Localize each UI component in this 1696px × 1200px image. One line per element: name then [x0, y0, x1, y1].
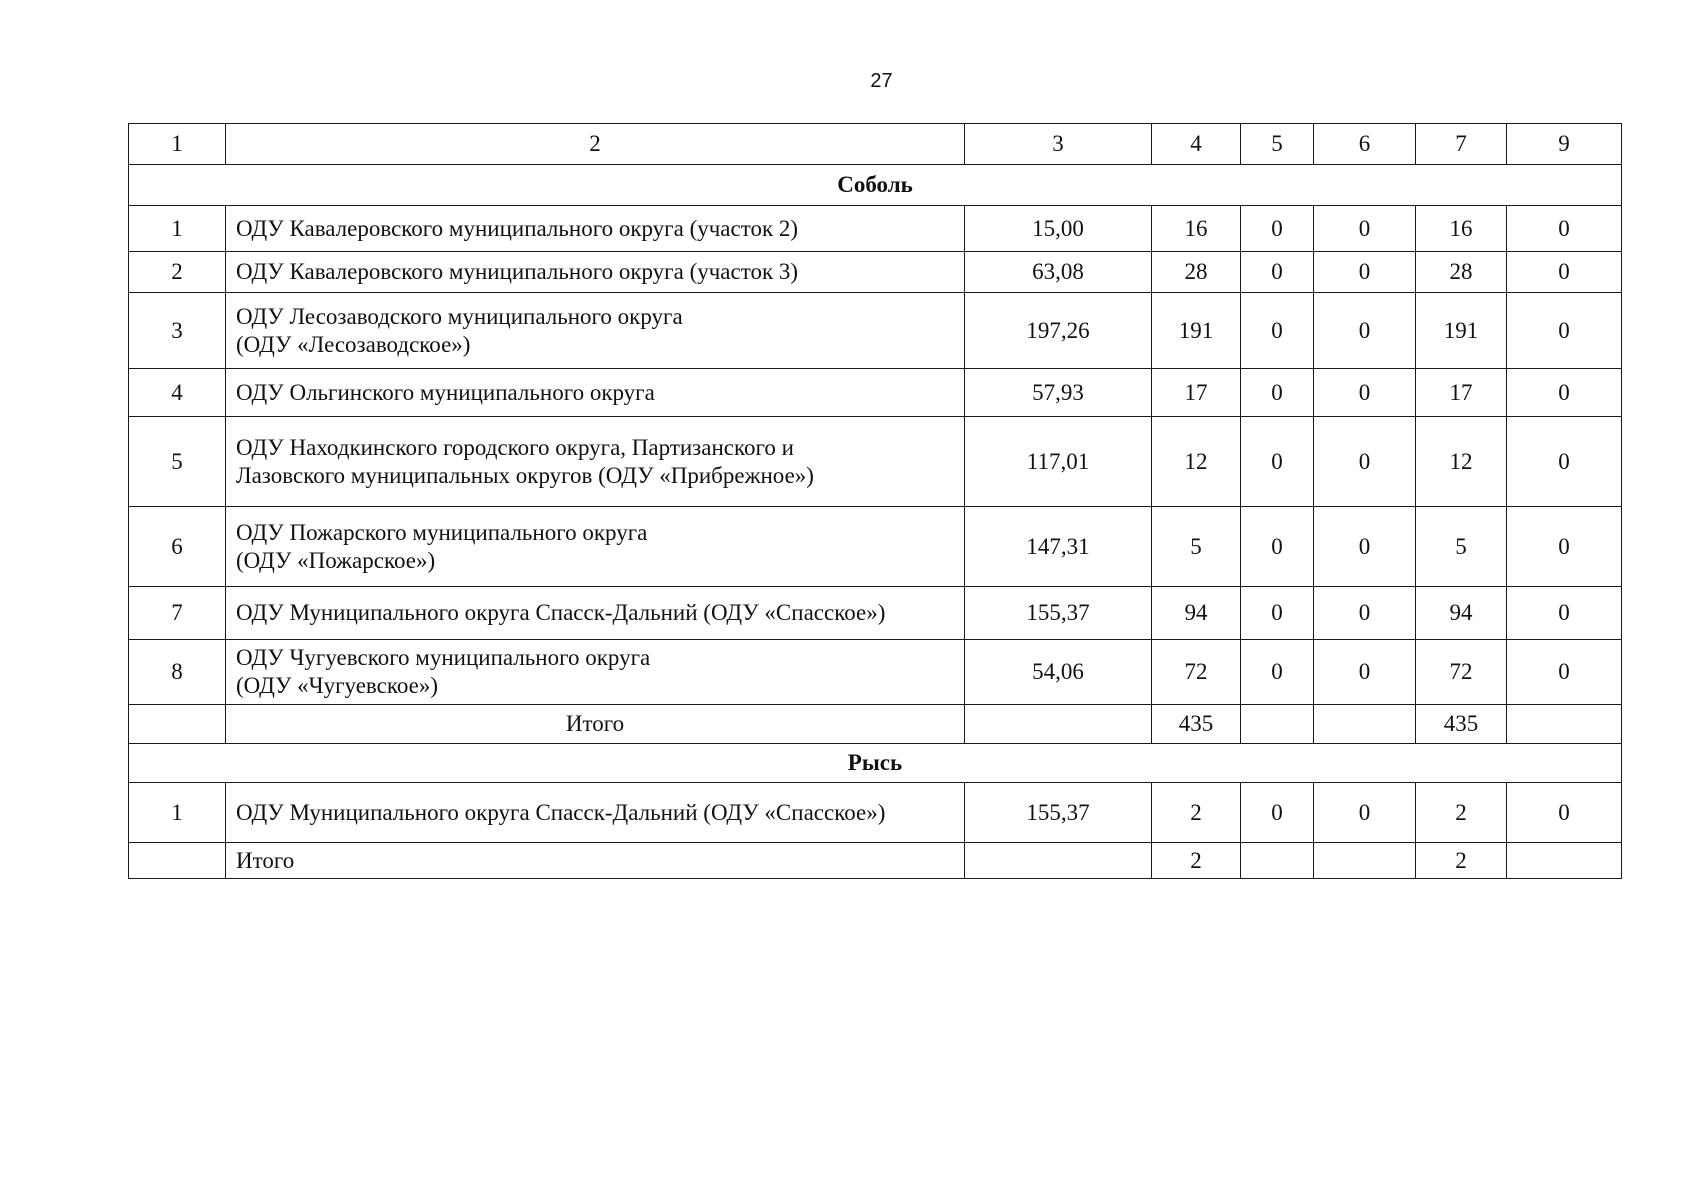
total-col4: 435	[1152, 705, 1241, 744]
table-row	[129, 640, 1622, 705]
cell-col9: 0	[1507, 507, 1622, 587]
cell-col7: 16	[1416, 206, 1507, 252]
cell-col3: 54,06	[965, 640, 1152, 705]
cell-col3: 155,37	[965, 587, 1152, 640]
quota-table	[128, 123, 1622, 879]
cell-col6: 0	[1314, 417, 1416, 507]
total-empty	[1314, 843, 1416, 879]
total-col7: 2	[1416, 843, 1507, 879]
total-empty	[965, 843, 1152, 879]
row-name: ОДУ Муниципального округа Спасск-Дальний (ОДУ «Спасское»)	[226, 783, 965, 843]
cell-col3: 57,93	[965, 369, 1152, 417]
cell-col4: 2	[1152, 783, 1241, 843]
cell-col7: 72	[1416, 640, 1507, 705]
total-col7: 435	[1416, 705, 1507, 744]
cell-col5: 0	[1241, 369, 1314, 417]
cell-col6: 0	[1314, 783, 1416, 843]
cell-col9: 0	[1507, 640, 1622, 705]
total-row	[129, 705, 1622, 744]
cell-col4: 72	[1152, 640, 1241, 705]
row-name: ОДУ Ольгинского муниципального округа	[226, 369, 965, 417]
cell-col6: 0	[1314, 293, 1416, 369]
cell-col4: 94	[1152, 587, 1241, 640]
total-row	[129, 843, 1622, 879]
table-row	[129, 417, 1622, 507]
cell-col5: 0	[1241, 417, 1314, 507]
cell-col7: 94	[1416, 587, 1507, 640]
cell-col6: 0	[1314, 640, 1416, 705]
total-empty	[1241, 843, 1314, 879]
cell-col7: 12	[1416, 417, 1507, 507]
section-header-row	[129, 744, 1622, 783]
cell-col6: 0	[1314, 587, 1416, 640]
cell-col5: 0	[1241, 206, 1314, 252]
table-row	[129, 783, 1622, 843]
row-number: 7	[129, 587, 226, 640]
row-number: 1	[129, 206, 226, 252]
header-cell: 9	[1507, 124, 1622, 165]
cell-col5: 0	[1241, 507, 1314, 587]
total-empty	[129, 705, 226, 744]
total-empty	[965, 705, 1152, 744]
table-row	[129, 507, 1622, 587]
cell-col7: 28	[1416, 252, 1507, 293]
cell-col5: 0	[1241, 293, 1314, 369]
cell-col9: 0	[1507, 252, 1622, 293]
row-number: 3	[129, 293, 226, 369]
table-row	[129, 293, 1622, 369]
cell-col7: 2	[1416, 783, 1507, 843]
cell-col5: 0	[1241, 783, 1314, 843]
header-row	[129, 124, 1622, 165]
row-number: 1	[129, 783, 226, 843]
cell-col6: 0	[1314, 206, 1416, 252]
header-cell: 4	[1152, 124, 1241, 165]
row-number: 8	[129, 640, 226, 705]
cell-col3: 147,31	[965, 507, 1152, 587]
cell-col3: 63,08	[965, 252, 1152, 293]
row-name: ОДУ Муниципального округа Спасск-Дальний (ОДУ «Спасское»)	[226, 587, 965, 640]
total-empty	[1507, 843, 1622, 879]
cell-col9: 0	[1507, 293, 1622, 369]
cell-col5: 0	[1241, 587, 1314, 640]
total-empty	[1507, 705, 1622, 744]
header-cell: 1	[129, 124, 226, 165]
total-empty	[1241, 705, 1314, 744]
row-number: 4	[129, 369, 226, 417]
cell-col9: 0	[1507, 417, 1622, 507]
cell-col3: 15,00	[965, 206, 1152, 252]
cell-col4: 16	[1152, 206, 1241, 252]
cell-col7: 191	[1416, 293, 1507, 369]
table-row	[129, 369, 1622, 417]
cell-col9: 0	[1507, 206, 1622, 252]
cell-col3: 117,01	[965, 417, 1152, 507]
cell-col5: 0	[1241, 640, 1314, 705]
row-number: 2	[129, 252, 226, 293]
cell-col9: 0	[1507, 783, 1622, 843]
cell-col5: 0	[1241, 252, 1314, 293]
header-cell: 2	[226, 124, 965, 165]
section-header-row	[129, 165, 1622, 206]
total-label: Итого	[226, 705, 965, 744]
table-row	[129, 206, 1622, 252]
row-name: ОДУ Кавалеровского муниципального округа (участок 3)	[226, 252, 965, 293]
cell-col7: 17	[1416, 369, 1507, 417]
cell-col4: 28	[1152, 252, 1241, 293]
header-cell: 6	[1314, 124, 1416, 165]
page-number: 27	[870, 70, 893, 92]
cell-col6: 0	[1314, 252, 1416, 293]
total-empty	[129, 843, 226, 879]
table-row	[129, 587, 1622, 640]
cell-col4: 12	[1152, 417, 1241, 507]
cell-col4: 17	[1152, 369, 1241, 417]
cell-col9: 0	[1507, 369, 1622, 417]
cell-col4: 191	[1152, 293, 1241, 369]
cell-col6: 0	[1314, 507, 1416, 587]
total-label: Итого	[226, 843, 965, 879]
cell-col7: 5	[1416, 507, 1507, 587]
row-number: 6	[129, 507, 226, 587]
section-title: Рысь	[129, 744, 1622, 783]
total-empty	[1314, 705, 1416, 744]
cell-col6: 0	[1314, 369, 1416, 417]
row-name: ОДУ Пожарского муниципального округа (ОДУ «Пожарское»)	[226, 507, 965, 587]
row-name: ОДУ Находкинского городского округа, Партизанского и Лазовского муниципальных округов (ОДУ «Прибрежное»)	[226, 417, 965, 507]
cell-col3: 197,26	[965, 293, 1152, 369]
cell-col9: 0	[1507, 587, 1622, 640]
cell-col4: 5	[1152, 507, 1241, 587]
row-number: 5	[129, 417, 226, 507]
header-cell: 7	[1416, 124, 1507, 165]
total-col4: 2	[1152, 843, 1241, 879]
row-name: ОДУ Кавалеровского муниципального округа (участок 2)	[226, 206, 965, 252]
header-cell: 3	[965, 124, 1152, 165]
section-title: Соболь	[129, 165, 1622, 206]
header-cell: 5	[1241, 124, 1314, 165]
table-row	[129, 252, 1622, 293]
cell-col3: 155,37	[965, 783, 1152, 843]
row-name: ОДУ Чугуевского муниципального округа (ОДУ «Чугуевское»)	[226, 640, 965, 705]
row-name: ОДУ Лесозаводского муниципального округа (ОДУ «Лесозаводское»)	[226, 293, 965, 369]
